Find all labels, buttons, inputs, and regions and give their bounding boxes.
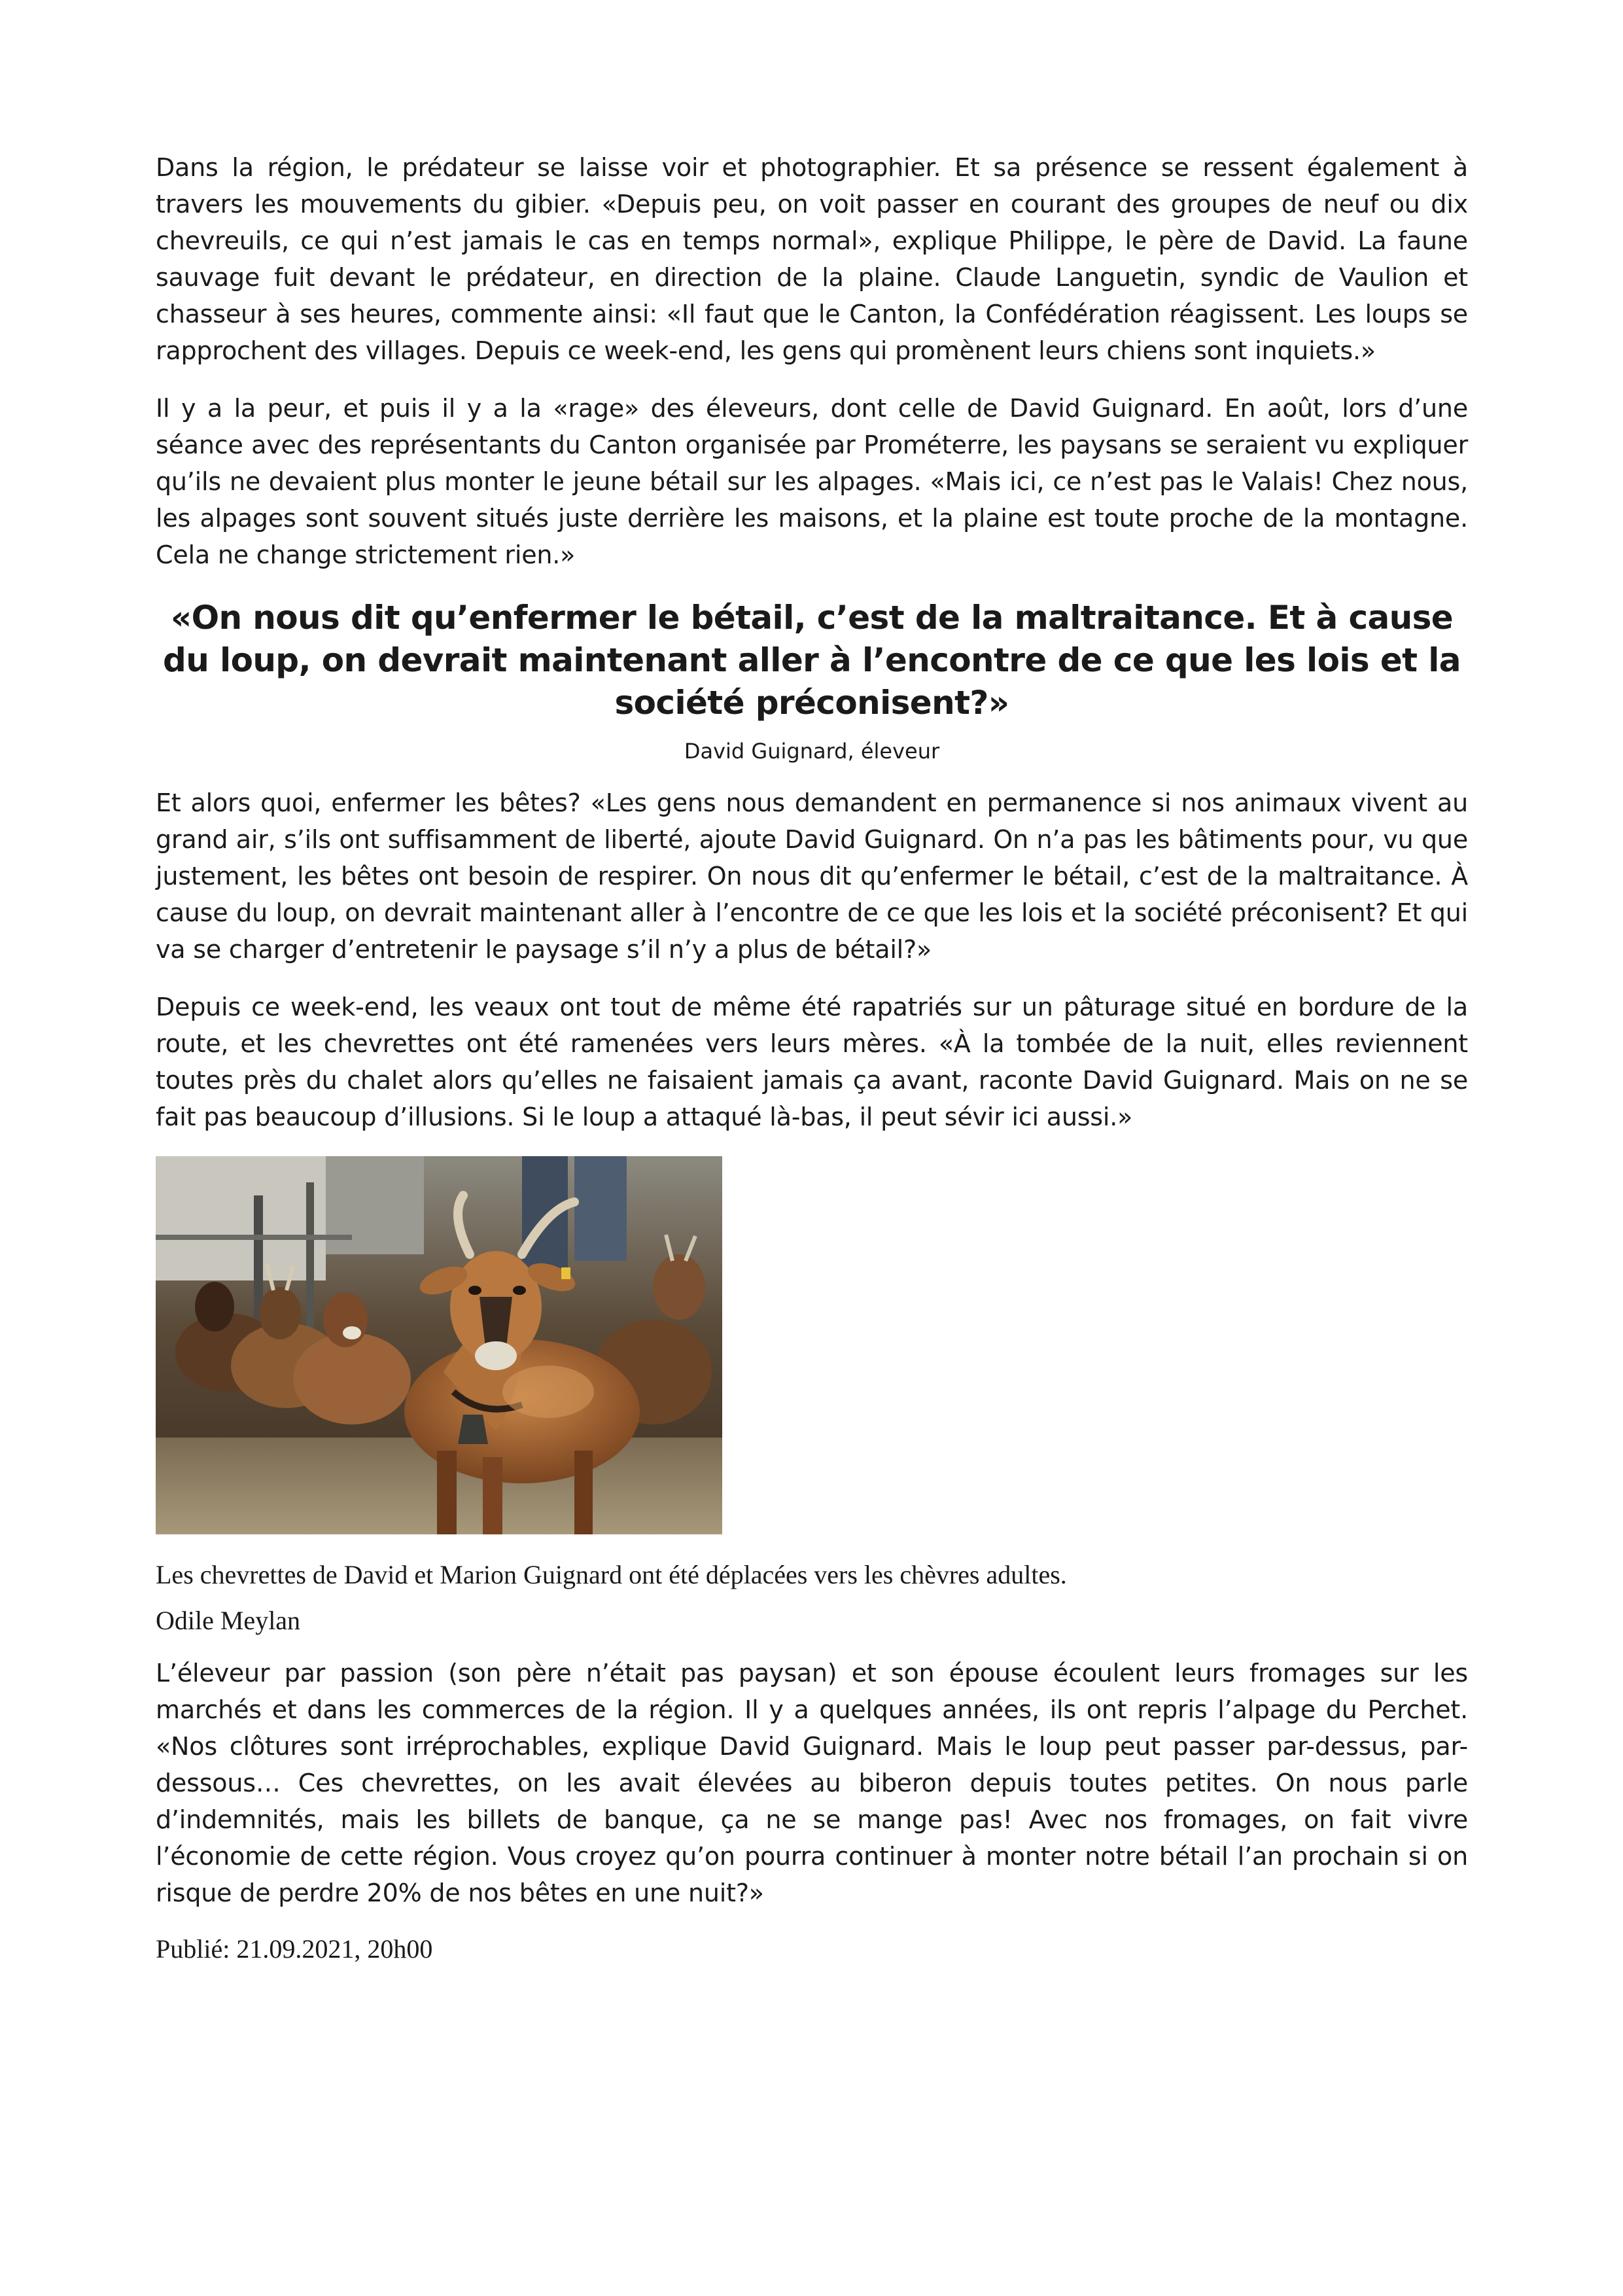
goats-photo-illustration	[156, 1156, 722, 1534]
article-page	[156, 149, 1468, 1966]
article-paragraph: Il y a la peur, et puis il y a la «rage» des éleveurs, dont celle de David Guignard. En août, lors d’une séance avec des représentants du Canton organisée par Prométerre, les paysans se seraient vu expliquer qu’ils ne devaient plus monter le jeune bétail sur les alpages. «Mais ici, ce n’est pas le Valais! Chez nous, les alpages sont souvent situés juste derrière les maisons, et la plaine est toute proche de la montagne. Cela ne change strictement rien.»	[156, 394, 1468, 569]
article-paragraph: Et alors quoi, enfermer les bêtes? «Les gens nous demandent en permanence si nos animaux vivent au grand air, s’ils ont suffisamment de liberté, ajoute David Guignard. On n’a pas les bâtiments pour, vu que justement, les bêtes ont besoin de respirer. On nous dit qu’enfermer le bétail, c’est de la maltraitance. À cause du loup, on devrait maintenant aller à l’encontre de ce que les lois et la société préconisent? Et qui va se charger d’entretenir le paysage s’il n’y a plus de bétail?»	[156, 788, 1468, 964]
photo-credit: Odile Meylan	[156, 1606, 301, 1635]
article-paragraph: Depuis ce week-end, les veaux ont tout de même été rapatriés sur un pâturage situé en bordure de la route, et les chevrettes ont été ramenées vers leurs mères. «À la tombée de la nuit, elles reviennent toutes près du chalet alors qu’elles ne faisaient jamais ça avant, raconte David Guignard. Mais on ne se fait pas beaucoup d’illusions. Si le loup a attaqué là-bas, il peut sévir ici aussi.»	[156, 993, 1468, 1131]
goats-photo	[156, 1156, 722, 1534]
quote-attribution: David Guignard, éleveur	[684, 739, 940, 764]
article-paragraph: Dans la région, le prédateur se laisse voir et photographier. Et sa présence se ressent également à travers les mouvements du gibier. «Depuis peu, on voit passer en courant des groupes de neuf ou dix chevreuils, ce qui n’est jamais le cas en temps normal», explique Philippe, le père de David. La faune sauvage fuit devant le prédateur, en direction de la plaine. Claude Languetin, syndic de Vaulion et chasseur à ses heures, commente ainsi: «Il faut que le Canton, la Confédération réagissent. Les loups se rapprochent des villages. Depuis ce week-end, les gens qui promènent leurs chiens sont inquiets.»	[156, 153, 1468, 365]
pull-quote: «On nous dit qu’enfermer le bétail, c’est de la maltraitance. Et à cause du loup, on devrait maintenant aller à l’encontre de ce que les lois et la société préconisent?»	[163, 599, 1461, 722]
publication-date: Publié: 21.09.2021, 20h00	[156, 1934, 433, 1964]
article-paragraph: L’éleveur par passion (son père n’était pas paysan) et son épouse écoulent leurs fromages sur les marchés et dans les commerces de la région. Il y a quelques années, ils ont repris l’alpage du Perchet. «Nos clôtures sont irréprochables, explique David Guignard. Mais le loup peut passer par-dessus, par-dessous… Ces chevrettes, on les avait élevées au biberon depuis toutes petites. On nous parle d’indemnités, mais les billets de banque, ça ne se mange pas! Avec nos fromages, on fait vivre l’économie de cette région. Vous croyez qu’on pourra continuer à monter notre bétail l’an prochain si on risque de perdre 20% de nos bêtes en une nuit?»	[156, 1659, 1468, 1907]
photo-caption: Les chevrettes de David et Marion Guignard ont été déplacées vers les chèvres adultes.	[156, 1560, 1067, 1589]
